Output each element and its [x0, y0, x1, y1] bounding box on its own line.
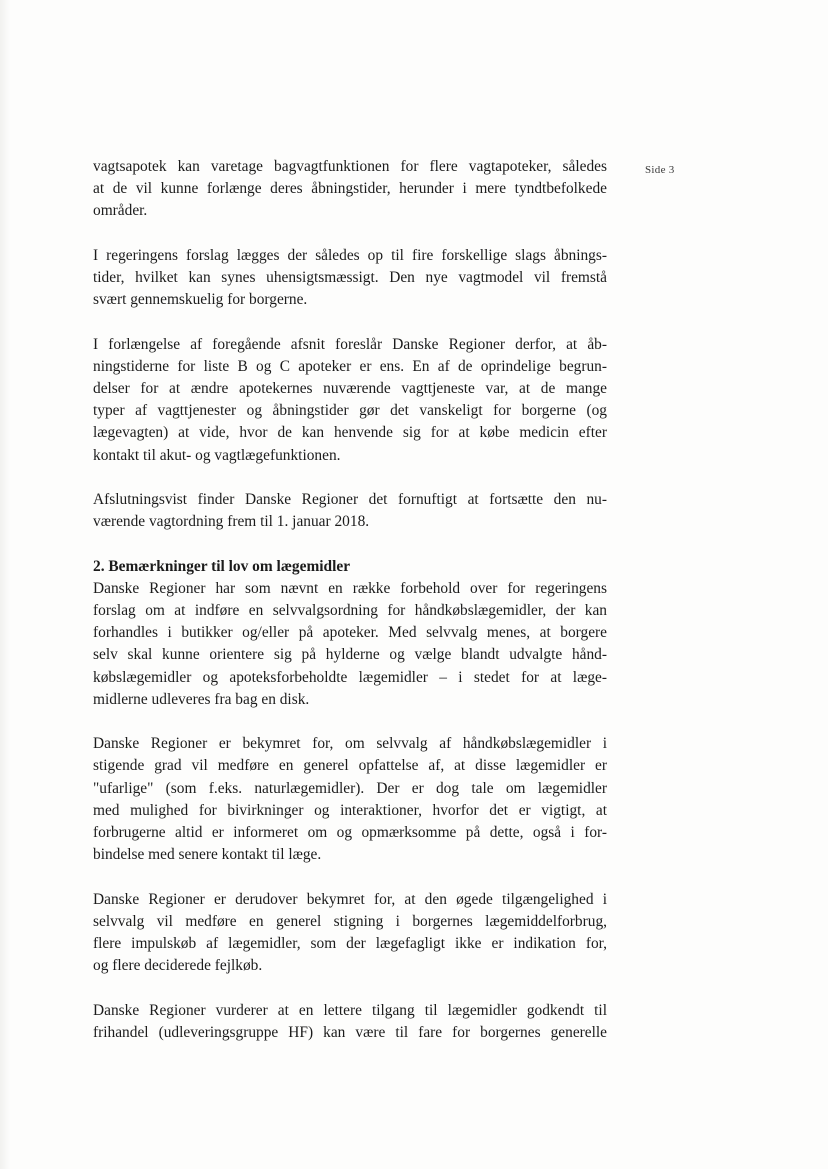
- text-line: Danske Regioner har som nævnt en række forbehold over for regeringens: [93, 579, 607, 597]
- paragraph: [93, 889, 607, 978]
- text-line: bindelse med senere kontakt til læge.: [93, 846, 322, 864]
- scan-edge-shadow: [0, 0, 10, 1169]
- text-line: flere impulskøb af lægemidler, som der lægefagligt ikke er indikation for,: [93, 935, 607, 953]
- text-line: med mulighed for bivirkninger og interaktioner, hvorfor det er vigtigt, at: [93, 801, 607, 819]
- text-line: Danske Regioner er derudover bekymret for, at den øgede tilgængelighed i: [93, 890, 607, 908]
- text-line: Danske Regioner er bekymret for, om selvvalg af håndkøbslægemidler i: [93, 735, 607, 753]
- text-line: forbrugerne altid er informeret om og opmærksomme på dette, også i for-: [93, 824, 607, 842]
- text-line: I regeringens forslag lægges der således op til fire forskellige slags åbnings-: [93, 246, 607, 264]
- section-heading: 2. Bemærkninger til lov om lægemidler: [93, 557, 351, 575]
- paragraph: [93, 1000, 607, 1044]
- text-line: områder.: [93, 202, 148, 220]
- text-line: svært gennemskuelig for borgerne.: [93, 291, 308, 309]
- text-line: stigende grad vil medføre en generel opfattelse af, at disse lægemidler er: [93, 757, 607, 775]
- text-line: midlerne udleveres fra bag en disk.: [93, 690, 310, 708]
- text-line: værende vagtordning frem til 1. januar 2018.: [93, 513, 370, 531]
- text-line: kontakt til akut- og vagtlægefunktionen.: [93, 446, 341, 464]
- text-line: selvvalg vil medføre en generel stigning i borgernes lægemiddelforbrug,: [93, 912, 607, 930]
- text-line: købslægemidler og apoteksforbeholdte lægemidler – i stedet for at læge-: [93, 668, 607, 686]
- text-line: Afslutningsvist finder Danske Regioner det fornuftigt at fortsætte den nu-: [93, 491, 607, 508]
- paragraph: [93, 156, 607, 223]
- text-line: typer af vagttjenester og åbningstider gør det vanskeligt for borgerne (og: [93, 402, 607, 420]
- text-line: tider, hvilket kan synes uhensigtsmæssigt. Den nye vagtmodel vil fremstå: [93, 269, 607, 286]
- text-line: Danske Regioner vurderer at en lettere tilgang til lægemidler godkendt til: [93, 1001, 607, 1019]
- text-line: forslag om at indføre en selvvalgsordning for håndkøbslægemidler, der kan: [93, 602, 607, 619]
- text-line: lægevagten) at vide, hvor de kan henvende sig for at købe medicin efter: [93, 424, 607, 442]
- text-line: frihandel (udleveringsgruppe HF) kan være til fare for borgernes generelle: [93, 1023, 607, 1041]
- text-line: ningstiderne for liste B og C apoteker er ens. En af de oprindelige begrun-: [93, 357, 607, 375]
- text-line: I forlængelse af foregående afsnit foreslår Danske Regioner derfor, at åb-: [93, 335, 607, 353]
- section-paragraph: [93, 556, 607, 711]
- text-line: at de vil kunne forlænge deres åbningstider, herunder i mere tyndtbefolkede: [93, 180, 607, 198]
- text-line: delser for at ændre apotekernes nuværende vagttjeneste var, at de mange: [93, 380, 607, 397]
- paragraph: [93, 334, 607, 467]
- text-line: vagtsapotek kan varetage bagvagtfunktionen for flere vagtapoteker, således: [93, 158, 607, 175]
- paragraph: [93, 733, 607, 866]
- text-line: selv skal kunne orientere sig på hylderne og vælge blandt udvalgte hånd-: [93, 646, 607, 664]
- text-line: "ufarlige" (som f.eks. naturlægemidler). Der er dog tale om lægemidler: [93, 779, 607, 797]
- document-body: [93, 156, 607, 1066]
- page-number: Side 3: [645, 164, 675, 176]
- text-line: forhandles i butikker og/eller på apoteker. Med selvvalg menes, at borgere: [93, 624, 607, 642]
- text-line: og flere deciderede fejlkøb.: [93, 957, 263, 975]
- paragraph: [93, 245, 607, 312]
- paragraph: [93, 489, 607, 533]
